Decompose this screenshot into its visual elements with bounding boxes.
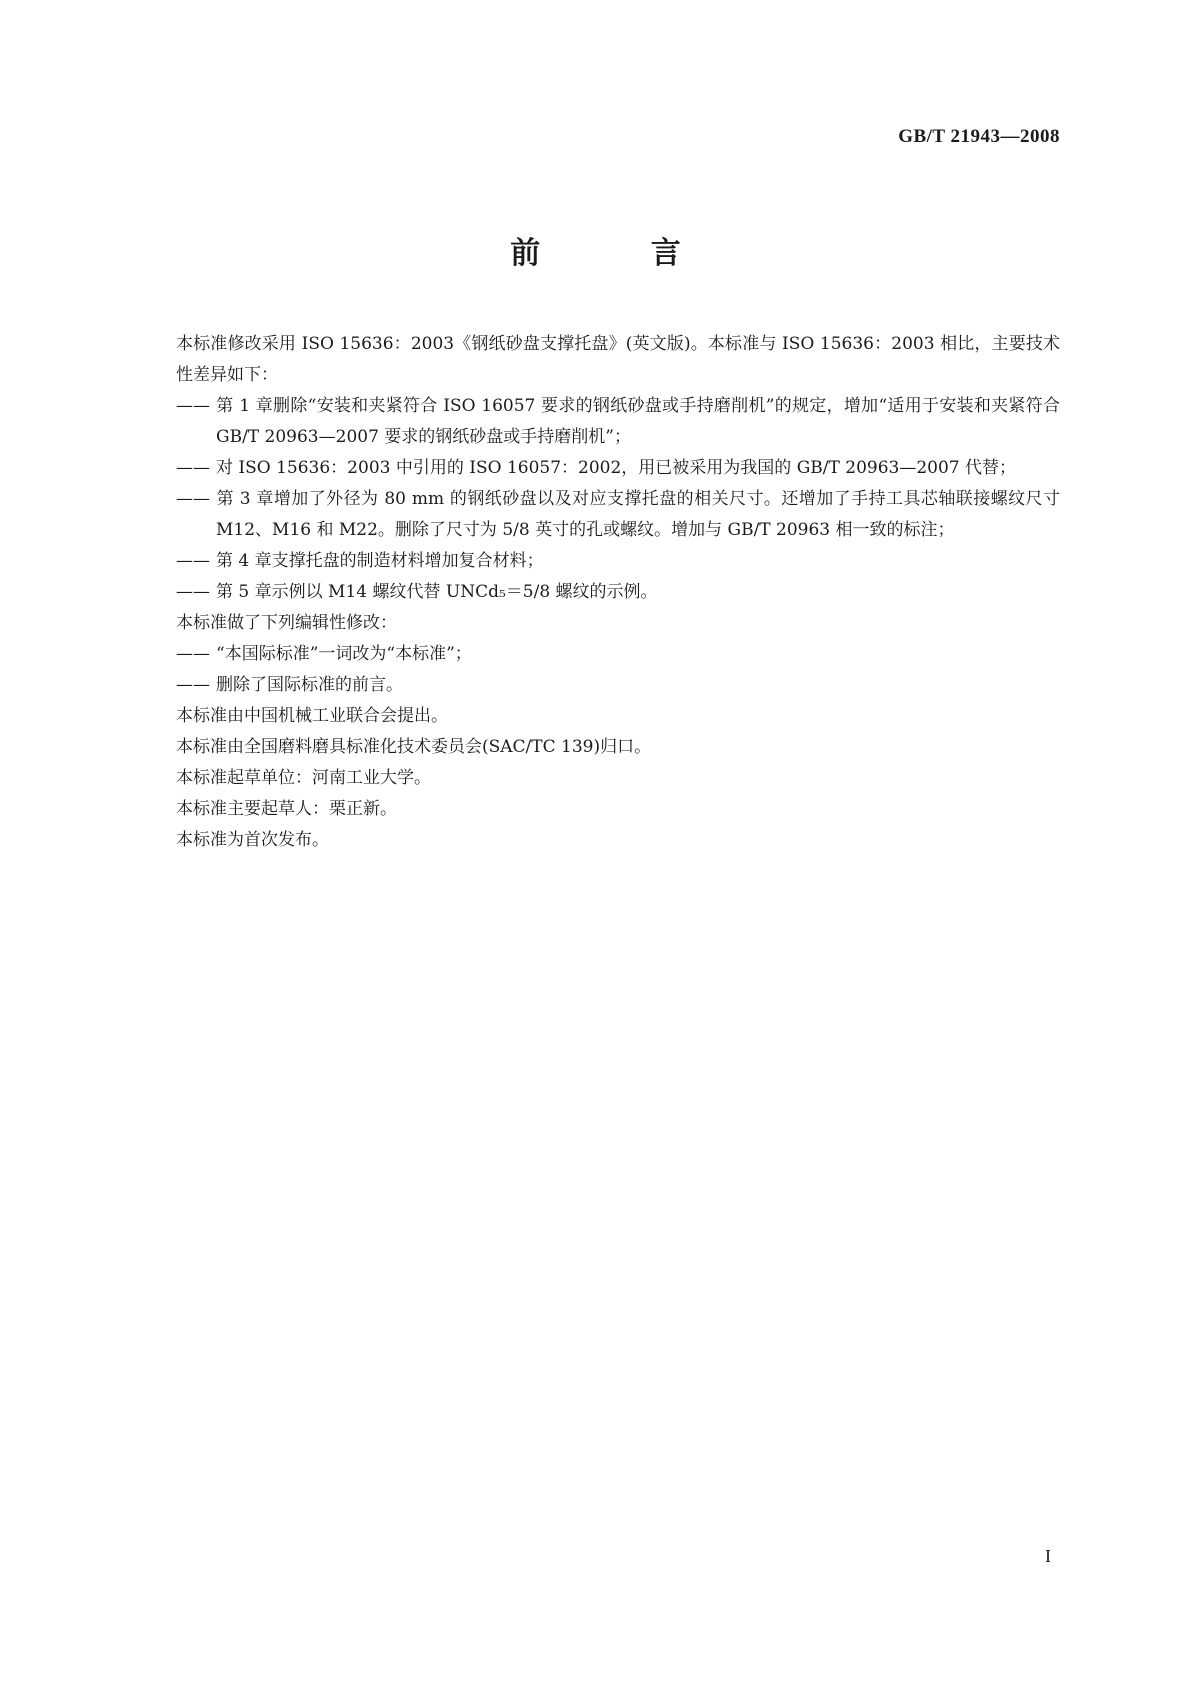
editorial-intro: 本标准做了下列编辑性修改： bbox=[176, 613, 397, 633]
closing-line: 本标准起草单位：河南工业大学。 bbox=[176, 768, 431, 788]
list-item bbox=[176, 639, 1060, 670]
list-item-text: 对 ISO 15636：2003 中引用的 ISO 16057：2002，用已被采用为我国的 GB/T 20963—2007 代替； bbox=[216, 458, 1016, 478]
dash-marker: —— bbox=[176, 489, 210, 509]
list-item bbox=[176, 484, 1060, 546]
dash-marker: —— bbox=[176, 644, 210, 664]
dash-marker: —— bbox=[176, 458, 210, 478]
list-item-text: 第 3 章增加了外径为 80 mm 的钢纸砂盘以及对应支撑托盘的相关尺寸。还增加了手持工具芯轴联接螺纹尺寸 M12、M16 和 M22。删除了尺寸为 5/8 英寸的孔或螺纹。增加与 GB/T 20963 相一致的标注； bbox=[216, 489, 1060, 540]
list-item bbox=[176, 391, 1060, 453]
list-item-text: 删除了国际标准的前言。 bbox=[216, 675, 403, 695]
dash-marker: —— bbox=[176, 582, 210, 602]
list-item-text: 第 5 章示例以 M14 螺纹代替 UNCd₅＝5/8 螺纹的示例。 bbox=[216, 582, 658, 602]
intro-paragraph: 本标准修改采用 ISO 15636：2003《钢纸砂盘支撑托盘》(英文版)。本标准与 ISO 15636：2003 相比，主要技术性差异如下： bbox=[176, 334, 1060, 385]
page-number: I bbox=[1045, 1546, 1051, 1566]
foreword-body bbox=[176, 329, 1060, 856]
list-item bbox=[176, 453, 1060, 484]
closing-line: 本标准主要起草人：栗正新。 bbox=[176, 799, 397, 819]
list-item bbox=[176, 546, 1060, 577]
list-item-text: 第 1 章删除“安装和夹紧符合 ISO 16057 要求的钢纸砂盘或手持磨削机”的规定，增加“适用于安装和夹紧符合 GB/T 20963—2007 要求的钢纸砂盘或手持磨削机”； bbox=[216, 396, 1060, 447]
list-item-text: “本国际标准”一词改为“本标准”； bbox=[216, 644, 472, 664]
closing-line: 本标准为首次发布。 bbox=[176, 830, 329, 850]
list-item-text: 第 4 章支撑托盘的制造材料增加复合材料； bbox=[216, 551, 544, 571]
dash-marker: —— bbox=[176, 675, 210, 695]
closing-line: 本标准由中国机械工业联合会提出。 bbox=[176, 706, 448, 726]
closing-line: 本标准由全国磨料磨具标准化技术委员会(SAC/TC 139)归口。 bbox=[176, 737, 652, 757]
page-title: 前 言 bbox=[510, 236, 731, 271]
dash-marker: —— bbox=[176, 396, 210, 416]
standard-number: GB/T 21943—2008 bbox=[898, 126, 1060, 147]
dash-marker: —— bbox=[176, 551, 210, 571]
list-item bbox=[176, 670, 1060, 701]
list-item bbox=[176, 577, 1060, 608]
